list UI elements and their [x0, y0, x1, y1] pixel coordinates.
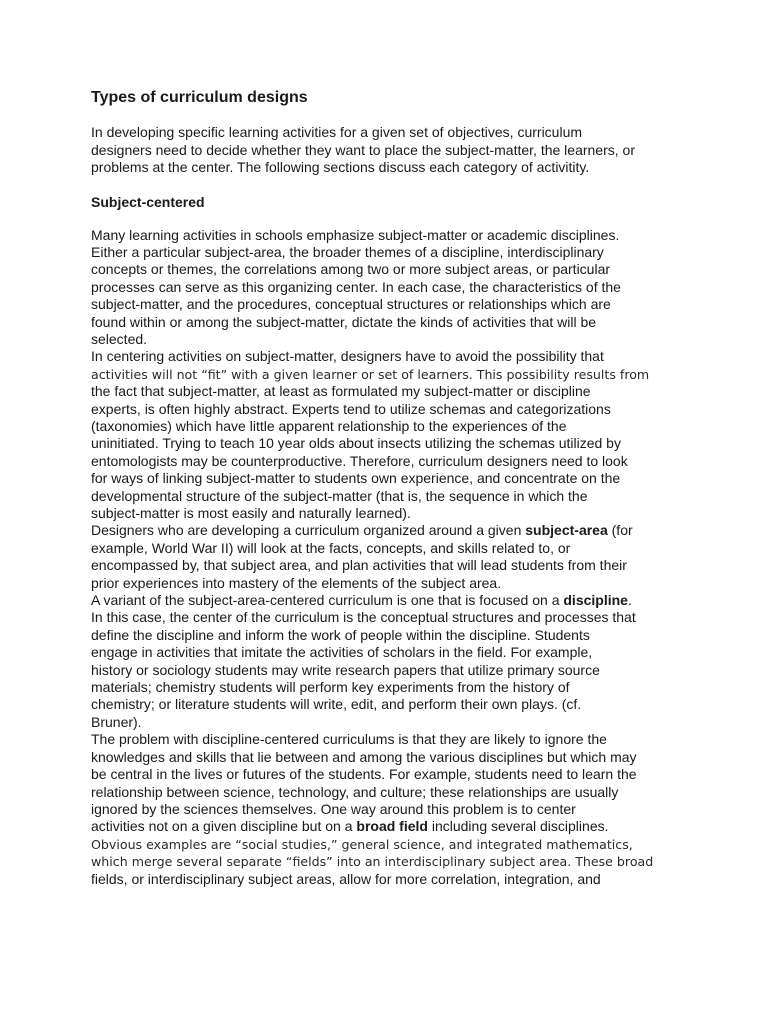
- text-line: processes can serve as this organizing center. In each case, the characteristics of the: [91, 278, 621, 295]
- text-line: In developing specific learning activities for a given set of objectives, curriculum: [91, 124, 583, 140]
- text-line: developmental structure of the subject-matter (that is, the sequence in which the: [91, 487, 588, 504]
- text-run: Designers who are developing a curriculum organized around a given: [91, 522, 526, 539]
- text-line: [91, 522, 691, 539]
- text-line: for ways of linking subject-matter to students own experience, and concentrate on the: [91, 470, 621, 487]
- text-line: concepts or themes, the correlations among two or more subject areas, or particular: [91, 261, 611, 278]
- text-line: Either a particular subject-area, the broader themes of a discipline, interdisciplinary: [91, 243, 604, 260]
- text-line: relationship between science, technology, and culture; these relationships are usually: [91, 783, 619, 800]
- text-line: subject-matter is most easily and naturally learned).: [91, 505, 411, 521]
- section-heading: Subject-centered: [91, 193, 205, 210]
- paragraph: [91, 592, 691, 731]
- paragraph: [91, 731, 691, 888]
- text-line: engage in activities that imitate the activities of scholars in the field. For example,: [91, 644, 593, 661]
- text-run: including several disciplines.: [427, 818, 609, 835]
- text-line: be central in the lives or futures of the students. For example, students need to learn the: [91, 766, 637, 783]
- paragraph: [91, 227, 691, 349]
- text-line: encompassed by, that subject area, and plan activities that will lead students from their: [91, 557, 627, 574]
- text-line: example, World War II) will look at the facts, concepts, and skills related to, or: [91, 539, 571, 556]
- text-line: The problem with discipline-centered curriculums is that they are likely to ignore the: [91, 731, 607, 748]
- text-line: the fact that subject-matter, at least as formulated my subject-matter or discipline: [91, 383, 591, 400]
- text-line: problems at the center. The following sections discuss each category of activitity.: [91, 159, 590, 175]
- text-line: [91, 818, 691, 835]
- text-line: uninitiated. Trying to teach 10 year olds about insects utilizing the schemas utilized by: [91, 435, 621, 452]
- text-line: entomologists may be counterproductive. Therefore, curriculum designers need to look: [91, 452, 628, 469]
- text-line: which merge several separate “fields” into an interdisciplinary subject area. These broad: [91, 854, 654, 870]
- text-line: define the discipline and inform the work of people within the discipline. Students: [91, 626, 590, 643]
- paragraph: [91, 348, 691, 522]
- text-line: subject-matter, and the procedures, conceptual structures or relationships which are: [91, 296, 611, 313]
- text-line: designers need to decide whether they want to place the subject-matter, the learners, or: [91, 141, 635, 158]
- text-line: ignored by the sciences themselves. One way around this problem is to center: [91, 800, 576, 817]
- text-line: fields, or interdisciplinary subject areas, allow for more correlation, integration, and: [91, 870, 601, 887]
- text-line: prior experiences into mastery of the elements of the subject area.: [91, 574, 502, 591]
- text-run: activities not on a given discipline but on a: [91, 818, 357, 835]
- emphasis-term: broad field: [356, 818, 428, 835]
- text-line: materials; chemistry students will perform key experiments from the history of: [91, 679, 570, 696]
- text-line: Bruner).: [91, 713, 142, 730]
- text-line: chemistry; or literature students will write, edit, and perform their own plays. (cf.: [91, 696, 582, 713]
- text-line: Many learning activities in schools emphasize subject-matter or academic disciplines.: [91, 226, 620, 243]
- text-line: In centering activities on subject-matter, designers have to avoid the possibility that: [91, 348, 604, 365]
- text-line: selected.: [91, 330, 148, 347]
- text-run: .: [627, 592, 632, 609]
- text-line: [91, 592, 691, 609]
- text-line: In this case, the center of the curriculum is the conceptual structures and processes that: [91, 609, 636, 626]
- text-line: history or sociology students may write research papers that utilize primary source: [91, 661, 600, 678]
- document-page: [91, 88, 691, 888]
- text-line: experts, is often highly abstract. Experts tend to utilize schemas and categorizations: [91, 400, 611, 417]
- text-line: (taxonomies) which have little apparent relationship to the experiences of the: [91, 417, 567, 434]
- emphasis-term: subject-area: [525, 522, 608, 539]
- emphasis-term: discipline: [563, 592, 628, 609]
- paragraph: [91, 522, 691, 592]
- text-line: knowledges and skills that lie between and among the various disciplines but which may: [91, 748, 637, 765]
- document-title: Types of curriculum designs: [91, 89, 308, 106]
- text-line: Obvious examples are “social studies,” general science, and integrated mathematics,: [91, 836, 633, 852]
- text-run: (for: [607, 522, 633, 539]
- text-line: found within or among the subject-matter, dictate the kinds of activities that will be: [91, 313, 597, 330]
- text-run: A variant of the subject-area-centered curriculum is one that is focused on a: [91, 592, 564, 609]
- text-line: activities will not “fit” with a given learner or set of learners. This possibility results from: [91, 366, 650, 382]
- intro-paragraph: [91, 124, 691, 177]
